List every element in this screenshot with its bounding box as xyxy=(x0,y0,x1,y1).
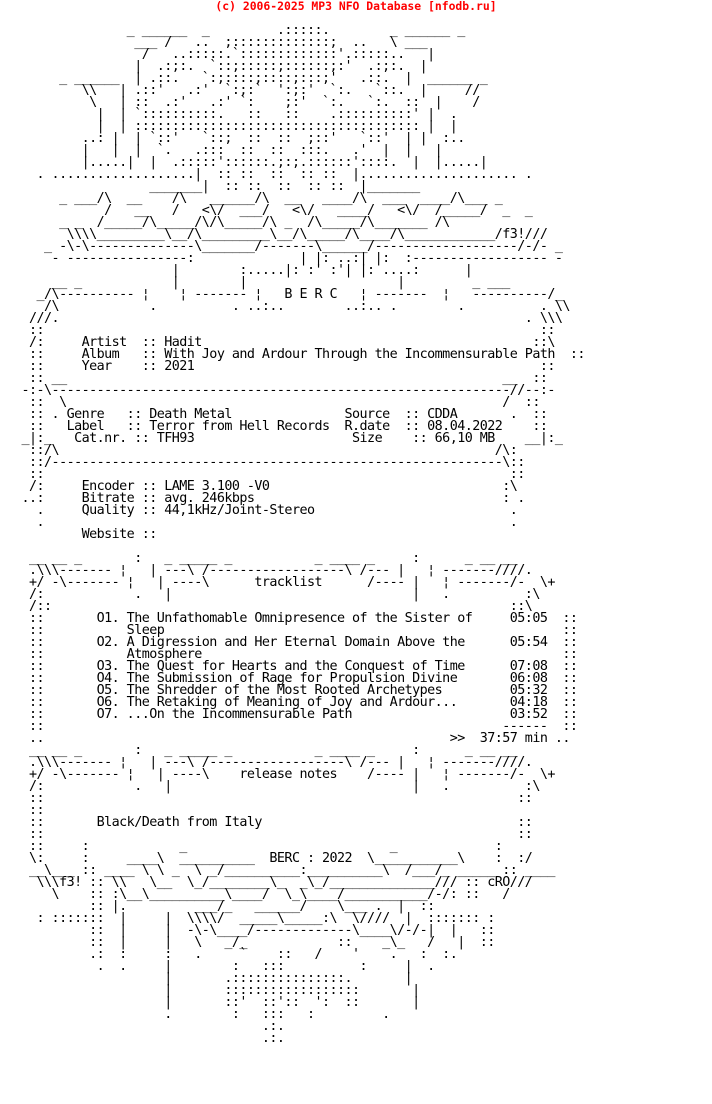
nfo-line: /: . | | . :\ xyxy=(14,587,540,602)
nfo-line: :: \ / :: xyxy=(14,395,540,410)
nfo-line: +/ -\------- ¦ | ----\ tracklist /---- | ¦ -------/- \+ xyxy=(14,575,555,590)
nfo-line: _|:_ Cat.nr. :: TFH93 Size :: 66,10 MB __|:_ xyxy=(14,431,563,446)
nfo-line: \ | :: .:' .:' `: ;:' `:. `:. :: | / xyxy=(14,95,480,110)
nfo-line: ::/------------------------------------------------------------\:: xyxy=(14,455,525,470)
nfo-line: \ :: :\__\__________\____/ \_\____/___________/-/: :: / xyxy=(14,887,510,902)
nfo-line: Website :: xyxy=(14,527,157,542)
nfo-line: ..: Bitrate :: avg. 246kbps : . xyxy=(14,491,525,506)
nfo-line: :: :: xyxy=(14,827,533,842)
nfo-line: |.....| | .:::::'::::::.;:;.::::::'::::. | |.....| xyxy=(14,155,488,170)
nfo-line: :: O4. The Submission of Rage for Propulsion Divine 06:08 :: xyxy=(14,671,578,686)
nfo-line: /\ . . ..:.. ..:.. . . . \\ xyxy=(14,299,570,314)
nfo-line: +/ -\------- ¦ | ----\ release notes /---- | ¦ -------/- \+ xyxy=(14,767,555,782)
nfo-line: _ -\-\--------------\_______/-------\______/-------------------/-/- _ xyxy=(14,239,563,254)
nfo-line: ::/\ /\: xyxy=(14,443,518,458)
nfo-line: __ _ | | | _ ___ xyxy=(14,275,510,290)
nfo-line: :: :: xyxy=(14,467,525,482)
nfo-line: :: O5. The Shredder of the Most Rooted Archetypes 05:32 :: xyxy=(14,683,578,698)
nfo-line: :: :: xyxy=(14,791,533,806)
nfo-line: :: | | -\-\____/-------------\____\/-/-| | :: xyxy=(14,923,495,938)
nfo-line: _ ___/\ __ /\ ______/\ __ ____/\ ___ ____/\___ _ xyxy=(14,191,503,206)
nfo-line: /: . | | . :\ xyxy=(14,779,540,794)
nfo-line: :: : _ _ : xyxy=(14,839,503,854)
nfo-line: :: Atmosphere :: xyxy=(14,647,578,662)
nfo-line: .:. xyxy=(14,1031,285,1046)
nfo-line: :: O1. The Unfathomable Omnipresence of the Sister of 05:05 :: xyxy=(14,611,578,626)
nfo-line: : ::::::: | | \\\\/ _____\_____:\ \//// | ::::::: : xyxy=(14,911,495,926)
nfo-line: . Quality :: 44,1kHz/Joint-Stereo . xyxy=(14,503,518,518)
nfo-line: :: O7. ...On the Incommensurable Path 03:52 :: xyxy=(14,707,578,722)
nfo-line: ///. . \\\ xyxy=(14,311,563,326)
nfo-line: / ..:::::.`:::::::::::::'.:::::.. | xyxy=(14,47,435,62)
nfo-line: .: : : . ` :: / ' . : :. xyxy=(14,947,458,962)
nfo-line: :: xyxy=(14,803,45,818)
nfo-line: | | | `. .::: :: :: :::. .' | | | xyxy=(14,143,443,158)
nfo-line: - ----------------: | |: ..:| |: :------------------ - xyxy=(14,251,563,266)
nfo-line: | :.....|: :' :'| |: ....: | xyxy=(14,263,473,278)
nfo-line: :: O3. The Quest for Hearts and the Conquest of Time 07:08 :: xyxy=(14,659,578,674)
nfo-line: \: : ____\ __________ BERC : 2022 \___________\ : :/ xyxy=(14,851,533,866)
nfo-line: /: Artist :: Hadit ::\ xyxy=(14,335,555,350)
nfo-line: .. >> 37:57 min .. xyxy=(14,731,570,746)
nfo-line: .\\\------- ¦ | ---\ /------------------\ /--- | ¦ -------////. xyxy=(14,755,533,770)
nfo-line: ___ / .. ;:::::::::::::; .. \ ___ xyxy=(14,35,428,50)
nfo-line: __\___ :: ____ \ \ _ \ _/__________:__________\ /___/_ _____ :: ____ xyxy=(14,863,555,878)
nfo-line: / __ / <\/ ___/ <\/ ____/ <\/ /_____/ _ _ xyxy=(14,203,533,218)
nfo-line: | | `::::::::::. :: :: .::::::::::' | . xyxy=(14,107,458,122)
nfo-line: -:-\-------------------------------------------------------------//--:- xyxy=(14,383,555,398)
nfo-line: \\\f3! :: \\ \__ \_/________\_ _\_/______________/// :: cRO/// xyxy=(14,875,533,890)
nfo-line: :: Album :: With Joy and Ardour Through the Incommensurable Path :: xyxy=(14,347,585,362)
nfo-line: :: Black/Death from Italy :: xyxy=(14,815,533,830)
nfo-line: | .:::::::::::::::. | xyxy=(14,971,413,986)
nfo-line: :: Year :: 2021 :: xyxy=(14,359,555,374)
nfo-line: . . | : ::: : | . xyxy=(14,959,435,974)
nfo-line: \\ | .::' .:' `:;:` ':;:' `:. `::. | // xyxy=(14,83,480,98)
nfo-line: | ::' ::':: ': :: | xyxy=(14,995,420,1010)
nfo-line: __ __ _ : _ _____ _ _ ____ _ : _ __ __ xyxy=(14,743,518,758)
nfo-line: _ ______ | .::. `:;::::;::::;:::;' .::. | ______ _ xyxy=(14,71,488,86)
nfo-line: :: :: xyxy=(14,323,555,338)
nfodb-copyright-banner: (c) 2006-2025 MP3 NFO Database [nfodb.ru] xyxy=(215,0,497,13)
nfo-line: :: Label :: Terror from Hell Records R.date :: 08.04.2022 :: xyxy=(14,419,548,434)
nfo-line: :: | | \ _/_ :: _\_ / | :: xyxy=(14,935,495,950)
nfo-line: .:. xyxy=(14,1019,285,1034)
nfo-line: /: Encoder :: LAME 3.100 -V0 :\ xyxy=(14,479,518,494)
nfo-line: \\\\_________\__/\_________\__/\_____/\____/\____________/f3!/// xyxy=(14,227,548,242)
nfo-line: | .:;:. `::;:::::;::::::;:' .:;:. | xyxy=(14,59,428,74)
nfo-line: .\\\------- ¦ | ---\ /------------------\ /--- | ¦ -------////. xyxy=(14,563,533,578)
nfo-line: :: O6. The Retaking of Meaning of Joy and Ardour... 04:18 :: xyxy=(14,695,578,710)
nfo-line: . . xyxy=(14,515,518,530)
nfo-line: | :::::::::::::::::: | xyxy=(14,983,420,998)
nfo-line: ..: | | `::' `::; :: :: ;::' `::' | | :.. xyxy=(14,131,465,146)
nfo-line: :: ------ :: xyxy=(14,719,578,734)
nfo-line: __ __ _ : _ _____ _ _ ____ _ : _ __ __ xyxy=(14,551,518,566)
nfo-line: :: . Genre :: Death Metal Source :: CDDA . :: xyxy=(14,407,548,422)
nfo-line: | | :::::::::::::::::::::::::::::::::::::: | | xyxy=(14,119,458,134)
nfo-line: /:: ::\ xyxy=(14,599,533,614)
nfo-line: _ ______ _ .:::::. _ ______ _ xyxy=(14,23,465,38)
nfo-line: . ...................| :: :: :: :: :: |..................... . xyxy=(14,167,533,182)
nfo-line: _/\---------- ¦ ¦ ------- ¦ B E R C ¦ ------- ¦ ----------/_ xyxy=(14,287,563,302)
nfo-line: _______| :: :: :: :: :: |_______ xyxy=(14,179,420,194)
nfo-line: :: Sleep :: xyxy=(14,623,578,638)
nfo-line: _ _ /_____/\_____/\/\_____/\ _ /\_____/\_______ /\ xyxy=(14,215,450,230)
nfo-line: :: __ __ :: xyxy=(14,371,548,386)
nfo-line: :: O2. A Digression and Her Eternal Domain Above the 05:54 :: xyxy=(14,635,578,650)
nfo-line: . : ::: : . xyxy=(14,1007,390,1022)
nfo-text-art xyxy=(14,13,585,1045)
nfo-line: :: |. ___/_ ______/ \___ . | :: xyxy=(14,899,435,914)
